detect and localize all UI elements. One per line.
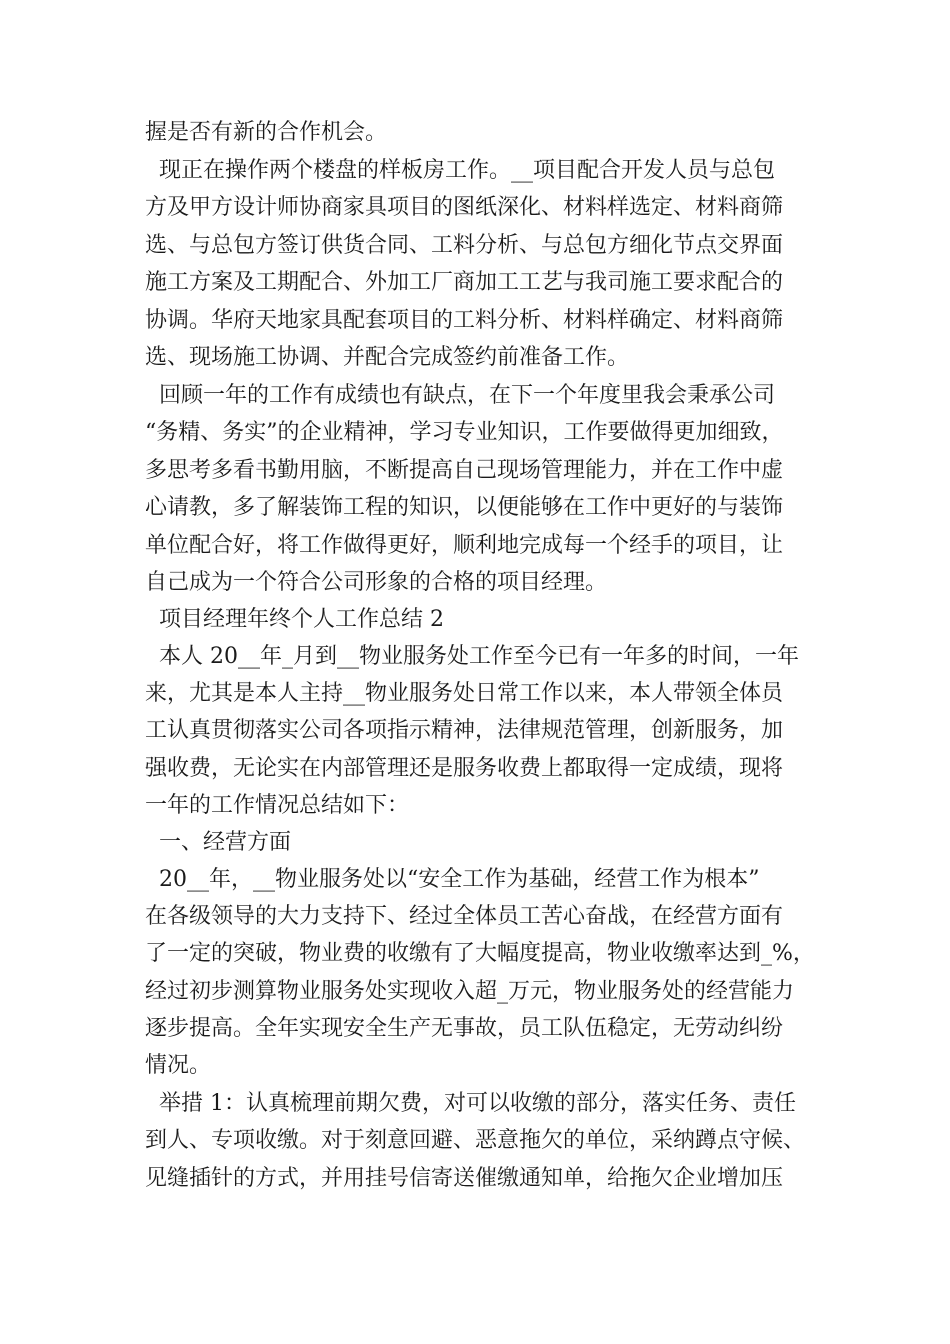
text-line: 工认真贯彻落实公司各项指示精神，法律规范管理，创新服务，加 (145, 718, 784, 743)
section-heading: 项目经理年终个人工作总结 2 (145, 607, 444, 632)
text-line: 情况。 (145, 1053, 212, 1078)
text-line: 施工方案及工期配合、外加工厂商加工工艺与我司施工要求配合的 (145, 270, 784, 295)
text-line: “务精、务实”的企业精神，学习专业知识，工作要做得更加细致， (145, 420, 784, 445)
text-line: 心请教，多了解装饰工程的知识，以便能够在工作中更好的与装饰 (145, 495, 784, 520)
text-line: 经过初步测算物业服务处实现收入超_万元，物业服务处的经营能力 (145, 979, 795, 1004)
text-line: 回顾一年的工作有成绩也有缺点，在下一个年度里我会秉承公司 (145, 383, 775, 408)
text-line: 自己成为一个符合公司形象的合格的项目经理。 (145, 570, 608, 595)
text-line: 在各级领导的大力支持下、经过全体员工苦心奋战，在经营方面有 (145, 904, 784, 929)
text-line: 选、现场施工协调、并配合完成签约前准备工作。 (145, 345, 630, 370)
text-line: 了一定的突破，物业费的收缴有了大幅度提高，物业收缴率达到_%， (145, 941, 815, 966)
text-line: 一年的工作情况总结如下： (145, 793, 410, 818)
text-line: 协调。华府天地家具配套项目的工料分析、材料样确定、材料商筛 (145, 308, 784, 333)
text-line: 单位配合好，将工作做得更好，顺利地完成每一个经手的项目，让 (145, 533, 784, 558)
text-line: 握是否有新的合作机会。 (145, 120, 388, 145)
text-line: 逐步提高。全年实现安全生产无事故，员工队伍稳定，无劳动纠纷 (145, 1016, 784, 1041)
text-line: 20__年，__物业服务处以“安全工作为基础，经营工作为根本” (145, 867, 760, 892)
subsection-heading: 一、经营方面 (145, 830, 291, 855)
text-line: 举措 1：认真梳理前期欠费，对可以收缴的部分，落实任务、责任 (145, 1091, 796, 1116)
text-line: 本人 20__年_月到__物业服务处工作至今已有一年多的时间，一年 (145, 644, 799, 669)
text-line: 见缝插针的方式，并用挂号信寄送催缴通知单，给拖欠企业增加压 (145, 1166, 784, 1191)
text-line: 强收费，无论实在内部管理还是服务收费上都取得一定成绩，现将 (145, 756, 784, 781)
text-line: 多思考多看书勤用脑，不断提高自己现场管理能力，并在工作中虚 (145, 458, 784, 483)
text-line: 现正在操作两个楼盘的样板房工作。__项目配合开发人员与总包 (145, 158, 775, 183)
text-line: 选、与总包方签订供货合同、工料分析、与总包方细化节点交界面 (145, 233, 784, 258)
text-line: 方及甲方设计师协商家具项目的图纸深化、材料样选定、材料商筛 (145, 195, 784, 220)
text-line: 到人、专项收缴。对于刻意回避、恶意拖欠的单位，采纳蹲点守候、 (145, 1128, 806, 1153)
text-line: 来，尤其是本人主持__物业服务处日常工作以来，本人带领全体员 (145, 681, 784, 706)
